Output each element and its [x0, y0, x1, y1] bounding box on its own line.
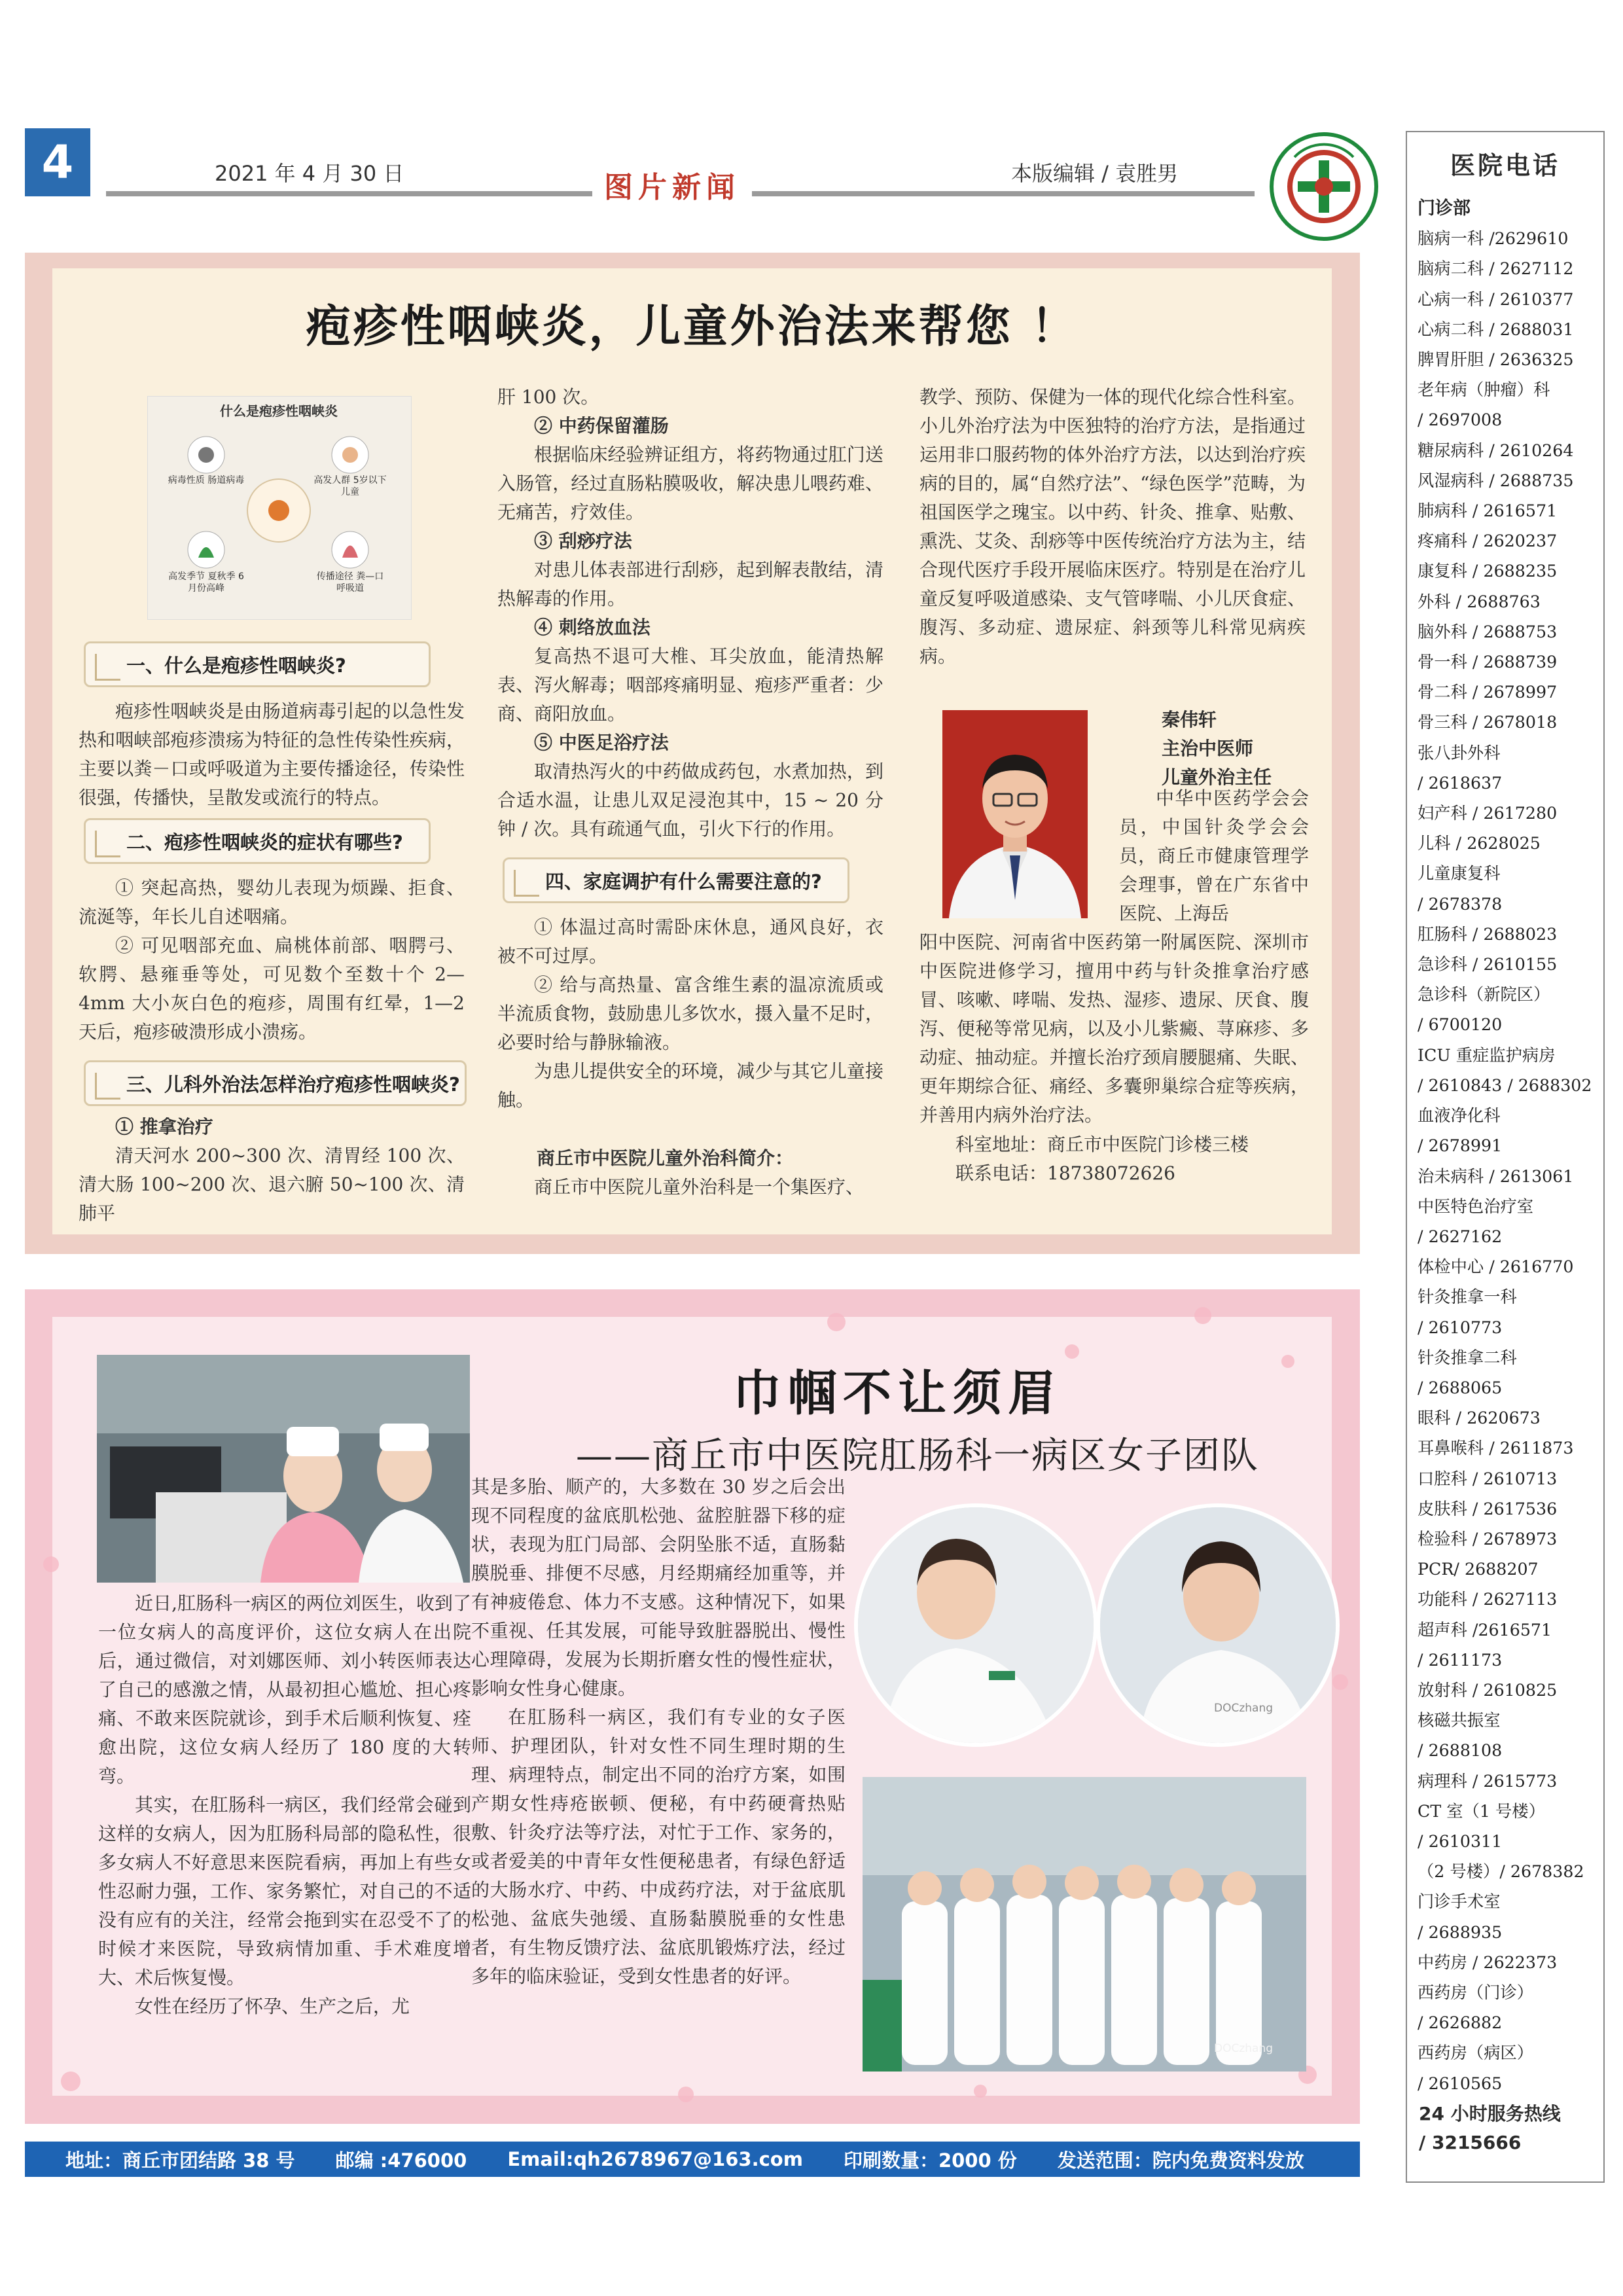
- paragraph: 取清热泻火的中药做成药包，水煮加热，到合适水温，让患儿双足浸泡其中，15 ~ 20 分钟 / 次。具有疏通气血，引火下行的作用。: [497, 761, 883, 840]
- phone-entry: 超声科 /2616571: [1418, 1620, 1552, 1640]
- phone-entry: 康复科 / 2688235: [1418, 562, 1558, 581]
- department-address: 科室地址：商丘市中医院门诊楼三楼: [955, 1134, 1249, 1155]
- doctor-circle-photo-1: [854, 1503, 1097, 1747]
- phone-entry: 急诊科（新院区）: [1418, 985, 1550, 1005]
- paragraph: ② 可见咽部充血、扁桃体前部、咽腭弓、软腭、悬雍垂等处，可见数个至数十个 2—4mm 大小灰白色的疱疹，周围有红晕，1—2天后，疱疹破溃形成小溃疡。: [79, 935, 465, 1043]
- phone-entry: 皮肤科 / 2617536: [1418, 1499, 1558, 1518]
- phone-entry: 病理科 / 2615773: [1418, 1771, 1558, 1791]
- phone-entry: 脑病二科 / 2627112: [1418, 259, 1574, 279]
- phone-entry: 脑病一科 /2629610: [1418, 229, 1569, 249]
- phone-entry: 张八卦外科: [1418, 743, 1501, 762]
- doctor-position: 儿童外治主任: [1162, 766, 1272, 788]
- phone-entry: 口腔科 / 2610713: [1418, 1469, 1558, 1488]
- article1-col2-block3: [497, 1173, 883, 1202]
- phone-entry: 儿童康复科: [1418, 864, 1501, 884]
- doctor-name: 秦伟轩: [1162, 709, 1217, 730]
- section-heading-3: 三、儿科外治法怎样治疗疱疹性咽峡炎?: [84, 1060, 467, 1106]
- paragraph: 清天河水 200~300 次、清胃经 100 次、清大肠 100~200 次、退六腑 50~100 次、清肺平: [79, 1145, 465, 1224]
- doctor-bio-top: [1119, 784, 1309, 928]
- phone-entry: / 2678991: [1418, 1136, 1503, 1156]
- infographic-label-population: 高发人群 5岁以下儿童: [313, 475, 387, 497]
- infographic-label-transmission: 传播途径 粪—口 呼吸道: [316, 571, 384, 594]
- phone-entry: 耳鼻喉科 / 2611873: [1418, 1439, 1574, 1458]
- phone-entry: / 2610773: [1418, 1318, 1503, 1337]
- phone-entry: 功能科 / 2627113: [1418, 1590, 1558, 1609]
- doctor-bio-bottom: [919, 928, 1309, 1130]
- hotline: [1419, 2100, 1561, 2157]
- phone-entry: 心病一科 / 2610377: [1418, 289, 1574, 309]
- department-phone: 联系电话：18738072626: [955, 1162, 1175, 1184]
- paragraph: 中华中医药学会会员，中国针灸学会会员，商丘市健康管理学会理事，曾在广东省中医院、上海岳: [1119, 787, 1309, 924]
- editor-credit: 本版编辑 / 袁胜男: [1011, 161, 1179, 186]
- phone-entry: / 2610565: [1418, 2073, 1503, 2093]
- article2-col2: [471, 1473, 846, 1991]
- phone-entry: 肛肠科 / 2688023: [1418, 924, 1558, 944]
- phone-entry: 治未病科 / 2613061: [1418, 1166, 1574, 1186]
- footer-address: 地址：商丘市团结路 38 号: [65, 2149, 295, 2172]
- paragraph: 肝 100 次。: [497, 386, 599, 408]
- section-heading-4: 四、家庭调护有什么需要注意的?: [503, 857, 849, 903]
- doctor-credentials: [1162, 706, 1293, 792]
- article1-title: 疱疹性咽峡炎，儿童外治法来帮您 ！: [306, 301, 1079, 353]
- subheading: ② 中药保留灌肠: [534, 415, 669, 437]
- phone-entry: / 2688935: [1418, 1922, 1503, 1942]
- phone-entry: 肺病科 / 2616571: [1418, 501, 1558, 521]
- nursing-team-image: [863, 1777, 1306, 2072]
- phone-entry: / 2678378: [1418, 894, 1503, 914]
- footer-distribution: 发送范围：院内免费资料发放: [1057, 2149, 1304, 2172]
- phone-entry: 风湿病科 / 2688735: [1418, 471, 1574, 490]
- phone-entry: 老年病（肿瘤）科: [1418, 380, 1550, 400]
- phone-entry: 针灸推拿二科: [1418, 1348, 1517, 1367]
- footer-email: Email:qh2678967@163.com: [507, 2148, 803, 2170]
- paragraph: 女性在经历了怀孕、生产之后，尤: [135, 1996, 410, 2017]
- phone-entry: （2 号楼）/ 2678382: [1418, 1862, 1584, 1882]
- phone-entry: / 2697008: [1418, 410, 1503, 430]
- phone-entry: CT 室（1 号楼）: [1418, 1801, 1545, 1821]
- paragraph: ② 给与高热量、富含维生素的温凉流质或半流质食物，鼓励患儿多饮水，摄入量不足时，必要时给与静脉输液。: [497, 974, 883, 1053]
- phone-entry: 门诊手术室: [1418, 1892, 1501, 1912]
- phone-entry: 脾胃肝胆 / 2636325: [1418, 350, 1574, 370]
- phone-section-heading: 门诊部: [1418, 198, 1471, 219]
- paragraph: ① 突起高热，婴幼儿表现为烦躁、拒食、流涎等，年长儿自述咽痛。: [79, 877, 465, 927]
- phone-entry: PCR/ 2688207: [1418, 1560, 1539, 1579]
- phone-entry: 糖尿病科 / 2610264: [1418, 440, 1574, 460]
- section-heading-2: 二、疱疹性咽峡炎的症状有哪些?: [84, 818, 431, 864]
- article1-col1-block2: [79, 874, 465, 1047]
- footer-print-count: 印刷数量：2000 份: [843, 2149, 1017, 2172]
- phone-entry: 骨一科 / 2688739: [1418, 653, 1558, 672]
- paragraph: 疱疹性咽峡炎是由肠道病毒引起的以急性发热和咽峡部疱疹溃疡为特征的急性传染性疾病，主要以粪－口或呼吸道为主要传播途径，传染性很强，传播快，呈散发或流行的特点。: [79, 700, 465, 808]
- paragraph: 其实，在肛肠科一病区，我们经常会碰到这样的女病人，因为肛肠科局部的隐私性，很多女病人不好意思来医院看病，再加上有些女性忍耐力强，工作、家务繁忙，对自己的不适没有应有的关注，经常会拖到实在忍受不了的时候才来医院，导致病情加重、手术难度增大、术后恢复慢。: [98, 1794, 471, 1988]
- paragraph: ① 体温过高时需卧床休息，通风良好，衣被不可过厚。: [497, 916, 883, 967]
- phone-entry: 骨三科 / 2678018: [1418, 713, 1558, 732]
- phone-entry: 针灸推拿一科: [1418, 1287, 1517, 1307]
- phone-entry: 疼痛科 / 2620237: [1418, 531, 1558, 551]
- article1-col2-block1: [497, 383, 883, 844]
- nurses-at-desk-image: [97, 1355, 470, 1583]
- phone-entry: / 2626882: [1418, 2013, 1503, 2033]
- infographic-label-virus: 病毒性质 肠道病毒: [168, 475, 245, 486]
- phone-entry: / 2688108: [1418, 1741, 1503, 1761]
- phone-entry: 检验科 / 2678973: [1418, 1529, 1558, 1549]
- article2-title: 巾帼不让须眉: [733, 1365, 1063, 1422]
- phone-entry: / 2618637: [1418, 773, 1503, 793]
- phone-entry: 急诊科 / 2610155: [1418, 955, 1558, 975]
- phone-entry: 骨二科 / 2678997: [1418, 683, 1558, 702]
- female-doctor-image-1: [858, 1507, 1094, 1743]
- paragraph: 阳中医院、河南省中医药第一附属医院、深圳市中医院进修学习，擅用中药与针灸推拿治疗感冒、咳嗽、哮喘、发热、湿疹、遗尿、厌食、腹泻、便秘等常见病，以及小儿紫癜、荨麻疹、多动症、抽动症。并擅长治疗颈肩腰腿痛、失眠、更年期综合征、痛经、多囊卵巢综合症等疾病，并善用内病外治疗法。: [919, 931, 1309, 1126]
- department-intro-title: 商丘市中医院儿童外治科简介：: [537, 1147, 794, 1169]
- phone-entry: 外科 / 2688763: [1418, 592, 1541, 611]
- issue-date: 2021 年 4 月 30 日: [215, 161, 404, 186]
- phone-entry: / 2610311: [1418, 1831, 1503, 1851]
- article1-col3-block1: [919, 383, 1306, 671]
- phone-entry: 体检中心 / 2616770: [1418, 1257, 1574, 1277]
- article2-subtitle: ——商丘市中医院肛肠科一病区女子团队: [576, 1435, 1259, 1477]
- phone-entry: 西药房（门诊）: [1418, 1982, 1534, 2002]
- paragraph: 复高热不退可大椎、耳尖放血，能清热解表、泻火解毒；咽部疼痛明显、疱疹严重者：少商、商阳放血。: [497, 645, 883, 725]
- hospital-logo: [1268, 131, 1380, 242]
- watermark-1: DOCzhang: [1214, 1702, 1274, 1715]
- footer-postcode: 邮编 :476000: [335, 2149, 467, 2172]
- phone-entry: 血液净化科: [1418, 1106, 1501, 1126]
- infographic-title: 什么是疱疹性咽峡炎: [220, 403, 338, 419]
- phone-entry: 眼科 / 2620673: [1418, 1408, 1541, 1428]
- watermark-2: DOCzhang: [1214, 2042, 1274, 2055]
- article1-col1-block1: [79, 697, 465, 812]
- paragraph: 教学、预防、保健为一体的现代化综合性科室。小儿外治疗法为中医独特的治疗方法，是指通过运用非口服药物的体外治疗方法，以达到治疗疾病的目的，属“自然疗法”、“绿色医学”范畴，为祖国医学之瑰宝。以中药、针灸、推拿、贴敷、熏洗、艾灸、刮痧等中医传统治疗方法为主，结合现代医疗手段开展临床医疗。特别是在治疗儿童反复呼吸道感染、支气管哮喘、小儿厌食症、腹泻、多动症、遗尿症、斜颈等儿科常见病疾病。: [919, 386, 1306, 667]
- phone-entry: 西药房（病区）: [1418, 2043, 1534, 2063]
- infographic-label-season: 高发季节 夏秋季 6月份高峰: [168, 571, 244, 594]
- phone-entry: / 2610843 / 2688302: [1418, 1075, 1592, 1095]
- nurses-photo: [97, 1355, 470, 1583]
- phone-entry: 放射科 / 2610825: [1418, 1680, 1558, 1700]
- page-number: 4: [25, 128, 90, 196]
- subheading: ④ 刺络放血法: [534, 617, 651, 638]
- hotline-number: / 3215666: [1419, 2132, 1522, 2153]
- phone-entry: 妇产科 / 2617280: [1418, 804, 1558, 823]
- phone-directory-title: 医院电话: [1450, 151, 1560, 180]
- phone-entry: / 2627162: [1418, 1227, 1503, 1246]
- doctor-photo: [942, 710, 1088, 918]
- subheading: ③ 刮痧疗法: [534, 530, 632, 552]
- phone-entry: / 2611173: [1418, 1650, 1503, 1670]
- phone-entry: 脑外科 / 2688753: [1418, 622, 1558, 641]
- paragraph: 对患儿体表部进行刮痧，起到解表散结，清热解毒的作用。: [497, 559, 883, 609]
- article1-col1-block3: [79, 1113, 465, 1228]
- article1-col2-block2: [497, 913, 883, 1115]
- paragraph: 根据临床经验辨证组方，将药物通过肛门送入肠管，经过直肠粘膜吸收，解决患儿喂药难、无痛苦，疗效佳。: [497, 444, 883, 523]
- doctor-title: 主治中医师: [1162, 738, 1254, 759]
- subheading: ⑤ 中医足浴疗法: [534, 732, 669, 753]
- section-title: 图片新闻: [592, 164, 752, 206]
- phone-entry: ICU 重症监护病房: [1418, 1045, 1556, 1065]
- section-heading-1: 一、什么是疱疹性咽峡炎?: [84, 641, 431, 687]
- phone-entry: 儿科 / 2628025: [1418, 834, 1541, 853]
- paragraph: 其是多胎、顺产的，大多数在 30 岁之后会出现不同程度的盆底肌松弛、盆腔脏器下移的症状，表现为肛门局部、会阴坠胀不适，直肠黏膜脱垂、排便不尽感，月经期痛经加重等，并有神疲倦怠、体力不支感。这种情况下，如果不重视、任其发展，可能导致脏器脱出、慢性心理障碍，发展为长期折磨女性的慢性症状，影响女性身心健康。: [471, 1476, 846, 1699]
- phone-entry: / 2688065: [1418, 1378, 1503, 1397]
- footer-bar: [25, 2142, 1360, 2177]
- subheading: ① 推拿治疗: [115, 1116, 213, 1138]
- phone-entry: 中药房 / 2622373: [1418, 1952, 1558, 1972]
- phone-entry: / 6700120: [1418, 1015, 1503, 1035]
- paragraph: 为患儿提供安全的环境，减少与其它儿童接触。: [497, 1060, 883, 1111]
- team-photo: [863, 1777, 1306, 2072]
- phone-entry: 核磁共振室: [1418, 1711, 1501, 1731]
- paragraph: 商丘市中医院儿童外治科是一个集医疗、: [534, 1176, 865, 1198]
- phone-directory-list: [1418, 194, 1605, 2099]
- phone-entry: 中医特色治疗室: [1418, 1196, 1534, 1216]
- paragraph: 近日,肛肠科一病区的两位刘医生，收到了一位女病人的高度评价，这位女病人在出院后，通过微信，对刘娜医师、刘小转医师表达了自己的感激之情，从最初担心尴尬、担心疼痛、不敢来医院就诊，到手术后顺利恢复、痊愈出院，这位女病人经历了 180 度的大转弯。: [98, 1592, 471, 1787]
- doctor-portrait: [942, 710, 1088, 918]
- department-contact: [955, 1130, 1309, 1188]
- phone-entry: 心病二科 / 2688031: [1418, 319, 1574, 339]
- paragraph: 在肛肠科一病区，我们有专业的女子医师、护理团队，针对女性不同生理时期的生理、病理特点，制定出不同的治疗方案，如围产期女性痔疮嵌顿、便秘，有中药硬膏热贴敷、针灸疗法等疗法，对忙于工作、家务的，或者爱美的中青年女性便秘患者，有绿色舒适的大肠水疗、中药、中成药疗法，对于盆底肌松弛、盆底失弛缓、直肠黏膜脱垂的女性患者，有生物反馈疗法、盆底肌锻炼疗法，经过多年的临床验证，受到女性患者的好评。: [471, 1706, 846, 1987]
- article2-col1: [98, 1589, 471, 2021]
- hotline-label: 24 小时服务热线: [1419, 2103, 1561, 2125]
